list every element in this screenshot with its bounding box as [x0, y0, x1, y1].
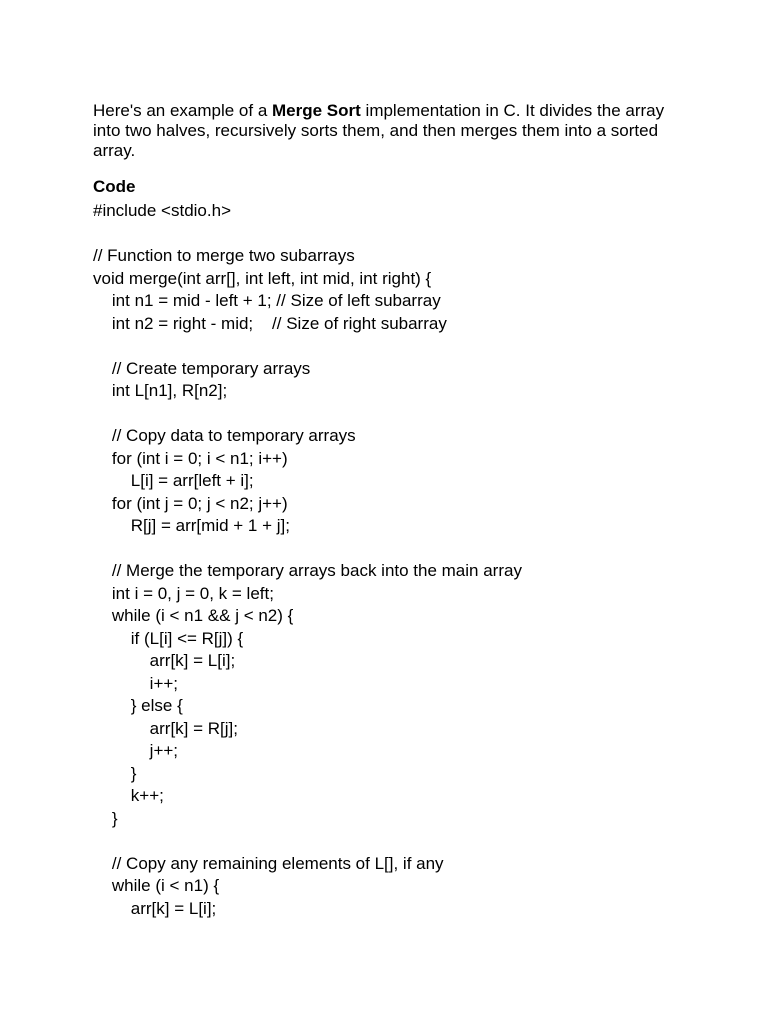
code-line: arr[k] = L[i]; [93, 651, 236, 670]
code-line: int i = 0, j = 0, k = left; [93, 583, 274, 603]
code-line: L[i] = arr[left + i]; [93, 471, 254, 490]
code-line: // Merge the temporary arrays back into the main array [93, 561, 522, 580]
intro-bold-term: Merge Sort [272, 101, 361, 120]
code-line: k++; [93, 786, 164, 805]
code-line [93, 335, 693, 358]
code-line: while (i < n1 && j < n2) { [93, 606, 294, 625]
code-line: for (int j = 0; j < n2; j++) [93, 493, 288, 513]
code-line: if (L[i] <= R[j]) { [93, 628, 244, 648]
code-line [93, 830, 693, 853]
code-line: j++; [93, 741, 179, 760]
code-line [93, 538, 693, 561]
code-block [93, 200, 693, 920]
code-line: } [93, 808, 118, 828]
document-page [93, 101, 693, 920]
code-line: // Copy data to temporary arrays [93, 426, 356, 445]
code-heading: Code [93, 177, 136, 196]
code-line: } else { [93, 696, 183, 715]
code-line: i++; [93, 673, 179, 693]
code-line: for (int i = 0; i < n1; i++) [93, 448, 288, 468]
intro-paragraph [93, 101, 683, 161]
code-line: R[j] = arr[mid + 1 + j]; [93, 516, 290, 535]
intro-text-after: implementation in C. It divides the array into two halves, recursively sorts them, and then merges them into a sorted array. [93, 101, 665, 160]
code-line [93, 223, 693, 246]
code-line [93, 403, 693, 426]
code-line: } [93, 763, 137, 783]
code-line: // Create temporary arrays [93, 358, 311, 378]
code-line: void merge(int arr[], int left, int mid, int right) { [93, 268, 432, 288]
code-line: arr[k] = R[j]; [93, 718, 238, 738]
code-line: // Copy any remaining elements of L[], if any [93, 853, 444, 873]
code-line: int n1 = mid - left + 1; // Size of left subarray [93, 291, 441, 310]
code-line: arr[k] = L[i]; [93, 898, 217, 918]
code-line: while (i < n1) { [93, 876, 220, 895]
code-line: // Function to merge two subarrays [93, 246, 355, 265]
code-line: #include <stdio.h> [93, 201, 231, 220]
code-line: int L[n1], R[n2]; [93, 381, 228, 400]
intro-text-before: Here's an example of a [93, 101, 273, 120]
code-line: int n2 = right - mid; // Size of right subarray [93, 313, 447, 333]
